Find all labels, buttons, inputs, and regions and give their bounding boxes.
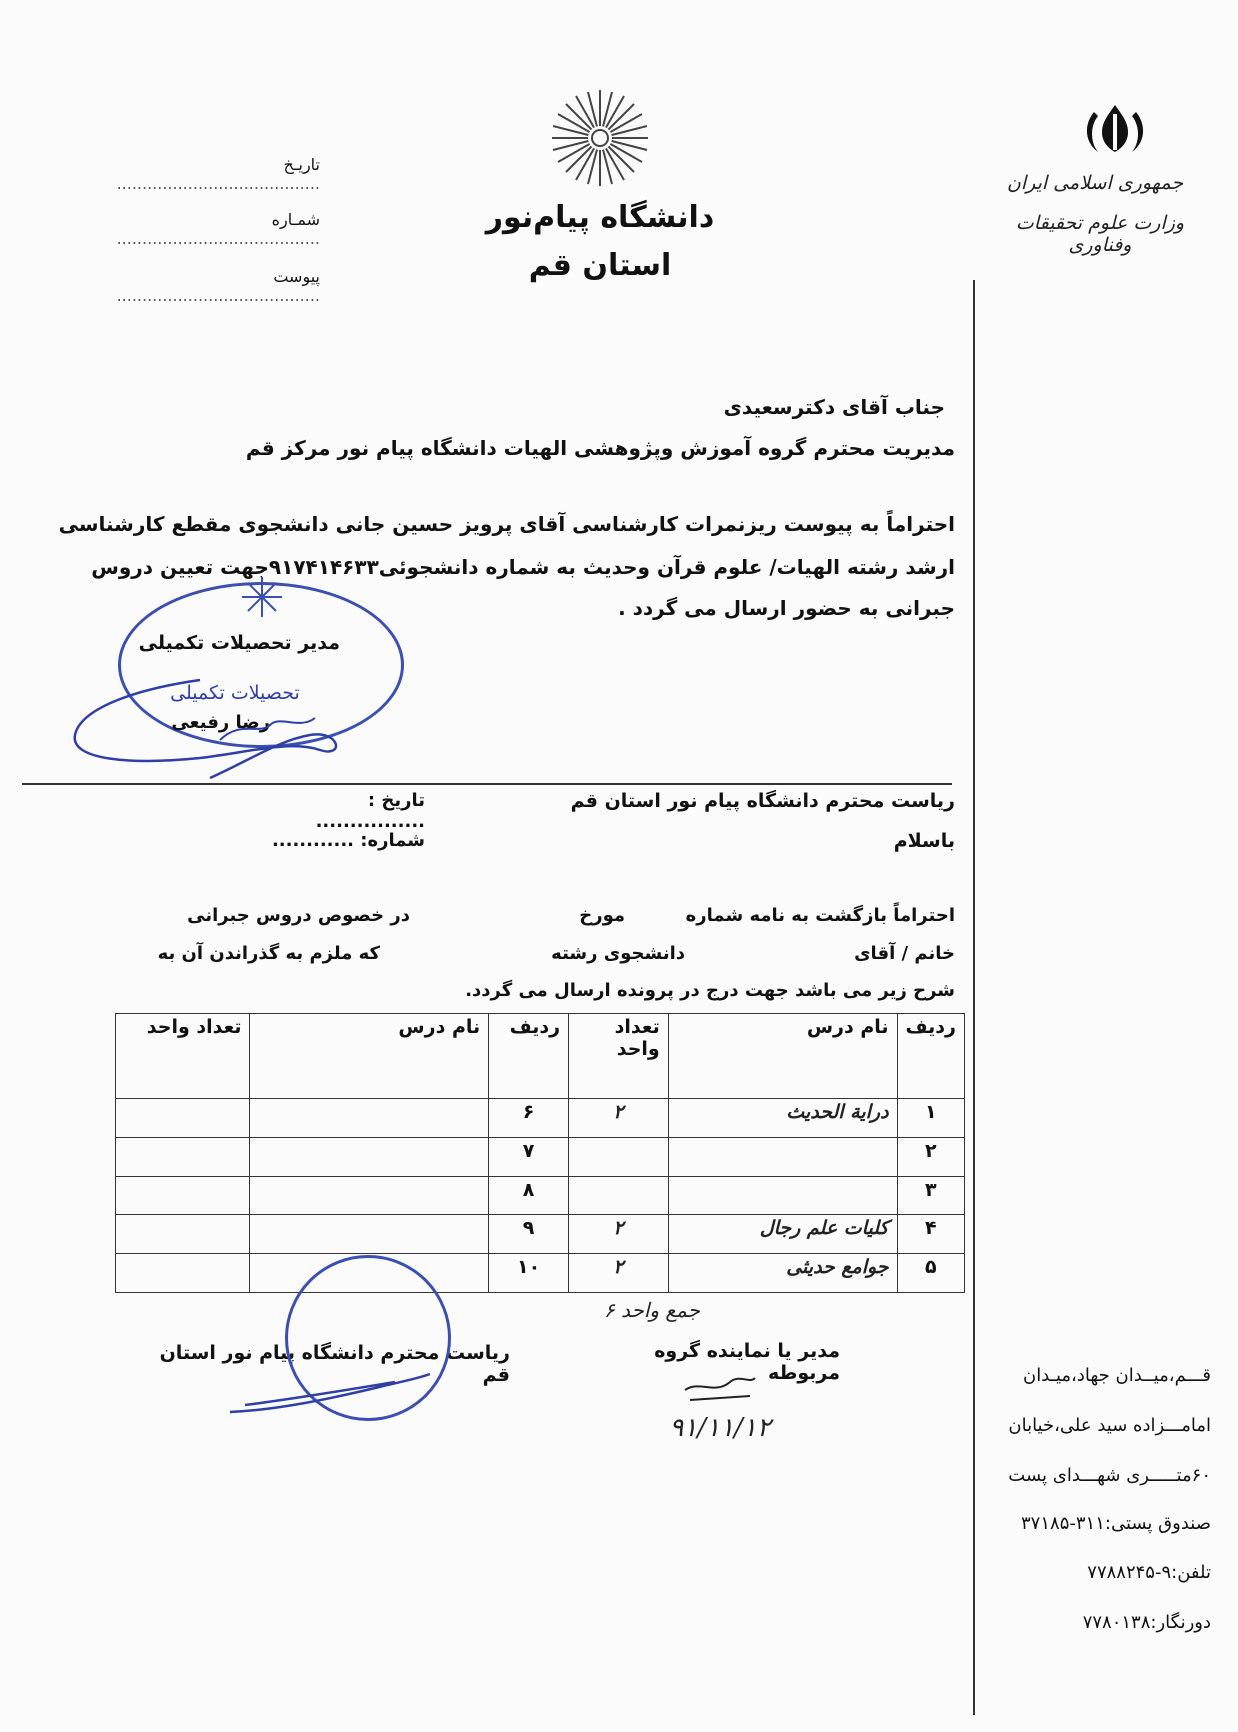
cell-row-number: ۲ — [897, 1137, 964, 1176]
reply-line2-a: خانم / آقای — [854, 943, 955, 964]
col-header-row-number: ردیف — [897, 1014, 964, 1099]
units-header-part1: تعداد — [614, 1016, 660, 1038]
sign-date: ۹۱/۱۱/۱۲ — [669, 1413, 771, 1443]
address-line-1: قـــم،میــدان جهاد،میـدان — [1023, 1365, 1211, 1386]
cell-course-name-2 — [250, 1176, 489, 1215]
president-signature-icon — [225, 1370, 435, 1420]
iran-emblem-icon — [1080, 100, 1150, 160]
total-units: جمع واحد ۶ — [603, 1298, 700, 1322]
table-row — [116, 1254, 965, 1293]
table-row — [116, 1176, 965, 1215]
attachment-dots: ........................................ — [116, 286, 320, 305]
units-header-part2: واحد — [616, 1038, 660, 1060]
cell-row-number: ۱ — [897, 1099, 964, 1138]
courses-table — [115, 1013, 965, 1293]
cell-row-number-2: ۶ — [489, 1099, 569, 1138]
attachment-label: پیوست — [273, 267, 320, 286]
reply-line2-b: دانشجوی رشته — [551, 943, 685, 964]
reply-addressee: ریاست محترم دانشگاه پیام نور استان قم — [570, 790, 955, 812]
reply-line1-a: احتراماً بازگشت به نامه شماره — [685, 905, 955, 926]
body-line-2: ارشد رشته الهیات/ علوم قرآن وحدیث به شماره دانشجوئی۹۱۷۴۱۴۶۳۳جهت تعیین دروس — [91, 555, 955, 579]
recipient: جناب آقای دکترسعیدی — [723, 395, 945, 419]
cell-row-number-2: ۹ — [489, 1215, 569, 1254]
reply-number: شماره: ............ — [271, 830, 425, 851]
reply-greeting: باسلام — [893, 830, 955, 852]
cell-units — [569, 1176, 669, 1215]
cell-row-number: ۳ — [897, 1176, 964, 1215]
date-label: تاریـخ — [283, 155, 320, 174]
col-header-row-number-2: ردیف — [489, 1014, 569, 1099]
number-dots: ........................................ — [116, 229, 320, 248]
cell-units-2 — [116, 1215, 250, 1254]
signer-title: مدیر تحصیلات تکمیلی — [138, 632, 340, 654]
cell-course-name: کلیات علم رجال — [668, 1215, 897, 1254]
reply-date: تاریخ : ................ — [315, 790, 425, 832]
table-header-row — [116, 1014, 965, 1099]
reply-line1-b: مورخ — [579, 905, 625, 926]
ministry-line: وزارت علوم تحقیقات وفناوری — [1015, 212, 1185, 256]
stamp-logo-icon — [240, 575, 284, 619]
reply-line2-c: که ملزم به گذراندن آن به — [157, 943, 380, 964]
cell-units-2 — [116, 1137, 250, 1176]
cell-course-name-2 — [250, 1137, 489, 1176]
cell-course-name — [668, 1137, 897, 1176]
col-header-units-2: تعداد واحد — [116, 1014, 250, 1099]
signature-scribble-icon — [70, 640, 390, 790]
table-row — [116, 1099, 965, 1138]
signer-name: رضا رفیعی — [171, 712, 270, 733]
po-box: صندوق پستی:۳۱۱-۳۷۱۸۵ — [1021, 1513, 1211, 1534]
cell-units: ۲ — [569, 1099, 669, 1138]
reply-line1-c: در خصوص دروس جبرانی — [187, 905, 410, 926]
date-field — [75, 155, 320, 193]
cell-units-2 — [116, 1176, 250, 1215]
cell-course-name: جوامع حدیثی — [668, 1254, 897, 1293]
col-header-course-name-2: نام درس — [250, 1014, 489, 1099]
cell-course-name-2 — [250, 1099, 489, 1138]
republic-line: جمهوری اسلامی ایران — [1006, 172, 1184, 194]
col-header-units — [569, 1014, 669, 1099]
number-label: شمـاره — [271, 210, 320, 229]
cell-course-name-2 — [250, 1215, 489, 1254]
cell-units-2 — [116, 1099, 250, 1138]
table-row — [116, 1137, 965, 1176]
university-name: دانشگاه پیام‌نور — [485, 200, 715, 235]
phone: تلفن:۹-۷۷۸۸۲۴۵ — [1087, 1562, 1211, 1583]
manager-signature-icon — [680, 1360, 760, 1410]
cell-units: ۲ — [569, 1254, 669, 1293]
number-field — [75, 210, 320, 248]
province-name: استان قم — [528, 248, 672, 283]
attachment-field — [75, 267, 320, 305]
sidebar-divider — [973, 280, 975, 1715]
cell-units — [569, 1137, 669, 1176]
body-line-1: احتراماً به پیوست ریزنمرات کارشناسی آقای پرویز حسین جانی دانشجوی مقطع کارشناسی — [58, 512, 955, 536]
stamp-text: تحصیلات تکمیلی — [170, 682, 300, 704]
university-logo-icon — [550, 88, 650, 188]
group-manager-label: مدیر یا نماینده گروه مربوطه — [654, 1340, 840, 1384]
cell-row-number: ۴ — [897, 1215, 964, 1254]
cell-row-number-2: ۱۰ — [489, 1254, 569, 1293]
cell-units: ۲ — [569, 1215, 669, 1254]
cell-row-number-2: ۷ — [489, 1137, 569, 1176]
cell-course-name — [668, 1176, 897, 1215]
address-line-2: امامـــزاده سید علی،خیابان — [1008, 1415, 1211, 1436]
cell-units-2 — [116, 1254, 250, 1293]
cell-row-number: ۵ — [897, 1254, 964, 1293]
president-label: ریاست محترم دانشگاه پیام نور استان قم — [159, 1342, 510, 1386]
address-line-3: ۶۰متـــــری شهـــدای پست — [1008, 1465, 1211, 1486]
table-row — [116, 1215, 965, 1254]
reply-line3: شرح زیر می باشد جهت درج در پرونده ارسال می گردد. — [465, 980, 955, 1001]
body-line-3: جبرانی به حضور ارسال می گردد . — [618, 596, 955, 620]
cell-row-number-2: ۸ — [489, 1176, 569, 1215]
date-dots: ........................................ — [116, 174, 320, 193]
fax: دورنگار:۷۷۸۰۱۳۸ — [1082, 1612, 1211, 1633]
recipient-title: مدیریت محترم گروه آموزش وپژوهشی الهیات دانشگاه پیام نور مرکز قم — [245, 436, 955, 460]
cell-course-name: درایة الحدیث — [668, 1099, 897, 1138]
col-header-course-name: نام درس — [668, 1014, 897, 1099]
